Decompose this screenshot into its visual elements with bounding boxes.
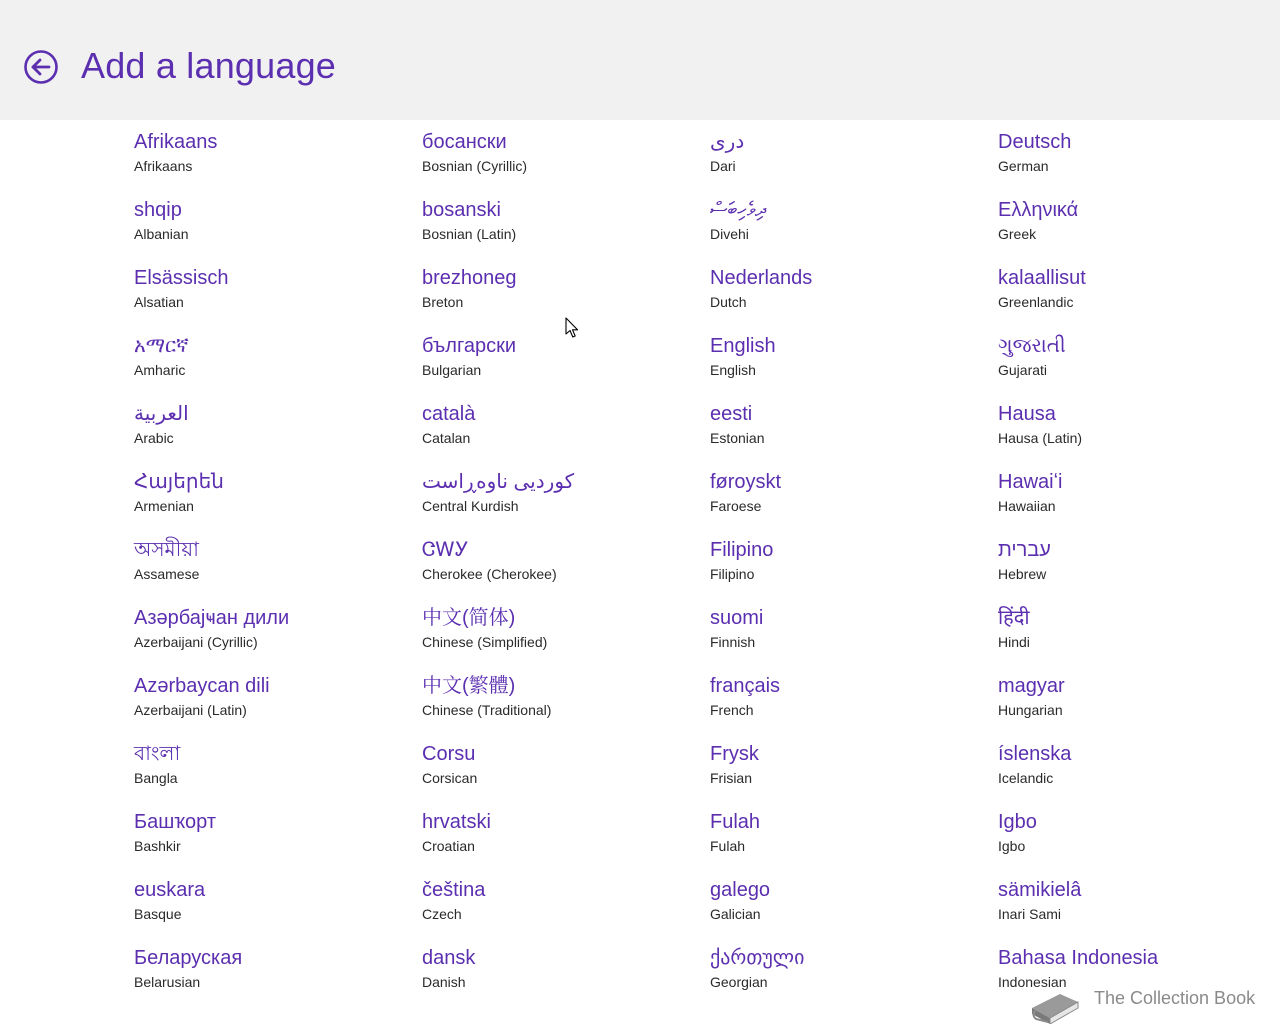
language-english-name: Belarusian [134,974,201,990]
language-item[interactable] [998,468,1268,530]
language-native-name: Igbo [998,811,1037,833]
language-native-name: euskara [134,879,206,901]
language-english-name: Bosnian (Latin) [422,226,517,242]
language-english-name: Alsatian [134,294,184,310]
language-native-name: Азәрбајҹан дили [134,607,290,629]
language-item[interactable] [422,332,692,394]
language-item[interactable] [710,808,980,870]
language-item[interactable] [998,196,1268,258]
language-item[interactable] [998,876,1268,938]
language-item[interactable] [422,536,692,598]
language-native-name: brezhoneg [422,267,517,289]
language-native-name: galego [710,879,771,901]
language-native-name: العربية [134,403,189,425]
language-native-name: Azərbaycan dili [134,675,270,697]
language-item[interactable] [422,196,692,258]
language-native-name: български [422,335,516,357]
language-item[interactable] [134,672,404,734]
language-item[interactable] [998,808,1268,870]
language-native-name: suomi [710,607,764,629]
language-english-name: Icelandic [998,770,1054,786]
language-english-name: Hindi [998,634,1030,650]
language-item[interactable] [710,332,980,394]
language-english-name: Filipino [710,566,755,582]
language-english-name: Hebrew [998,566,1047,582]
language-english-name: Catalan [422,430,471,446]
language-english-name: Inari Sami [998,906,1062,922]
language-native-name: føroyskt [710,471,782,493]
language-english-name: Hungarian [998,702,1063,718]
language-item[interactable] [710,740,980,802]
language-item[interactable] [710,196,980,258]
language-item[interactable] [710,468,980,530]
language-native-name: ગુજરાતી [998,335,1066,357]
language-native-name: eesti [710,403,753,425]
back-arrow-circle-icon [24,50,58,84]
language-native-name: Frysk [710,743,759,765]
language-english-name: Cherokee (Cherokee) [422,566,557,582]
language-native-name: Deutsch [998,131,1072,153]
language-english-name: Dari [710,158,736,174]
language-item[interactable] [422,604,692,666]
language-item[interactable] [998,536,1268,598]
language-item[interactable] [134,944,404,1006]
language-item[interactable] [422,468,692,530]
language-english-name: Croatian [422,838,475,854]
language-native-name: Bahasa Indonesia [998,947,1159,969]
language-native-name: বাংলা [134,743,181,765]
language-english-name: Assamese [134,566,200,582]
language-item[interactable] [134,468,404,530]
language-native-name: 中文(繁體) [422,675,516,697]
language-item[interactable] [998,332,1268,394]
language-native-name: magyar [998,675,1065,697]
language-native-name: Հայերեն [134,471,224,493]
language-native-name: درى [710,131,745,153]
language-native-name: босански [422,131,507,153]
language-item[interactable] [710,604,980,666]
language-native-name: čeština [422,879,486,901]
language-native-name: Fulah [710,811,761,833]
language-item[interactable] [134,400,404,462]
language-item[interactable] [134,128,404,190]
language-item[interactable] [422,740,692,802]
language-english-name: Greek [998,226,1037,242]
language-item[interactable] [134,808,404,870]
language-english-name: Hausa (Latin) [998,430,1083,446]
language-grid [134,128,1274,1024]
language-english-name: Finnish [710,634,756,650]
language-item[interactable] [422,128,692,190]
page-header [0,0,1280,120]
language-item[interactable] [998,128,1268,190]
language-native-name: Hawaiʻi [998,471,1063,493]
language-native-name: Башҡорт [134,811,216,833]
language-english-name: Basque [134,906,182,922]
language-item[interactable] [134,740,404,802]
language-english-name: Danish [422,974,466,990]
language-native-name: shqip [134,199,182,221]
language-english-name: Greenlandic [998,294,1074,310]
language-native-name: Afrikaans [134,131,218,153]
language-english-name: Gujarati [998,362,1048,378]
language-native-name: Ελληνικά [998,199,1079,221]
language-native-name: አማርኛ [134,335,189,357]
page-title: Add a language [81,45,337,86]
language-english-name: Fulah [710,838,746,854]
language-item[interactable] [422,944,692,1006]
language-english-name: French [710,702,754,718]
language-english-name: Albanian [134,226,189,242]
book-icon [1028,974,1082,1024]
language-item[interactable] [422,672,692,734]
language-native-name: 中文(简体) [422,607,516,629]
language-english-name: Amharic [134,362,186,378]
language-item[interactable] [710,944,980,1006]
language-native-name: English [710,335,776,357]
language-english-name: Chinese (Traditional) [422,702,552,718]
language-english-name: Bangla [134,770,178,786]
language-native-name: Corsu [422,743,476,765]
language-item[interactable] [710,672,980,734]
language-english-name: Chinese (Simplified) [422,634,548,650]
language-english-name: English [710,362,756,378]
language-item[interactable] [710,128,980,190]
language-english-name: Igbo [998,838,1026,854]
language-item[interactable] [134,536,404,598]
language-english-name: Czech [422,906,462,922]
language-english-name: Georgian [710,974,768,990]
language-english-name: Afrikaans [134,158,193,174]
language-item[interactable] [422,876,692,938]
language-native-name: bosanski [422,199,501,221]
language-english-name: Hawaiian [998,498,1056,514]
language-item[interactable] [134,196,404,258]
language-native-name: català [422,403,476,425]
language-item[interactable] [710,876,980,938]
language-english-name: German [998,158,1049,174]
language-item[interactable] [998,264,1268,326]
language-item[interactable] [422,400,692,462]
language-english-name: Armenian [134,498,194,514]
language-native-name: Filipino [710,539,774,561]
language-native-name: Nederlands [710,267,813,289]
language-native-name: ᏣᎳᎩ [422,539,469,561]
language-native-name: ქართული [710,947,805,969]
watermark-text: The Collection Book [1094,988,1256,1008]
language-native-name: hrvatski [422,811,491,833]
language-item[interactable] [134,332,404,394]
language-item[interactable] [998,604,1268,666]
back-button[interactable] [24,50,58,84]
language-native-name: kalaallisut [998,267,1086,289]
language-english-name: Galician [710,906,761,922]
language-english-name: Faroese [710,498,762,514]
language-english-name: Dutch [710,294,747,310]
language-native-name: íslenska [998,743,1072,765]
language-english-name: Bulgarian [422,362,482,378]
language-english-name: Indonesian [998,974,1067,990]
language-native-name: français [710,675,781,697]
language-english-name: Arabic [134,430,174,446]
language-english-name: Azerbaijani (Cyrillic) [134,634,258,650]
language-english-name: Corsican [422,770,478,786]
language-item[interactable] [998,400,1268,462]
language-native-name: অসমীয়া [134,539,199,561]
language-english-name: Breton [422,294,464,310]
language-item[interactable] [422,264,692,326]
language-item[interactable] [998,672,1268,734]
language-native-name: עברית [998,539,1051,561]
language-native-name: sämikielâ [998,879,1082,901]
language-item[interactable] [134,604,404,666]
watermark [1028,974,1278,1024]
language-english-name: Estonian [710,430,765,446]
language-native-name: کوردیی ناوەڕاست [422,471,575,493]
language-item[interactable] [998,740,1268,802]
language-native-name: ދިވެހިބަސް [710,199,766,221]
language-native-name: हिंदी [998,607,1030,629]
language-item[interactable] [422,808,692,870]
language-native-name: Hausa [998,403,1056,425]
language-native-name: Беларуская [134,947,243,969]
language-item[interactable] [710,536,980,598]
language-english-name: Bashkir [134,838,181,854]
language-item[interactable] [710,264,980,326]
language-native-name: dansk [422,947,476,969]
language-item[interactable] [134,264,404,326]
language-english-name: Central Kurdish [422,498,519,514]
language-item[interactable] [134,876,404,938]
language-english-name: Bosnian (Cyrillic) [422,158,528,174]
language-native-name: Elsässisch [134,267,229,289]
language-english-name: Frisian [710,770,753,786]
language-item[interactable] [710,400,980,462]
language-english-name: Divehi [710,226,749,242]
language-english-name: Azerbaijani (Latin) [134,702,247,718]
